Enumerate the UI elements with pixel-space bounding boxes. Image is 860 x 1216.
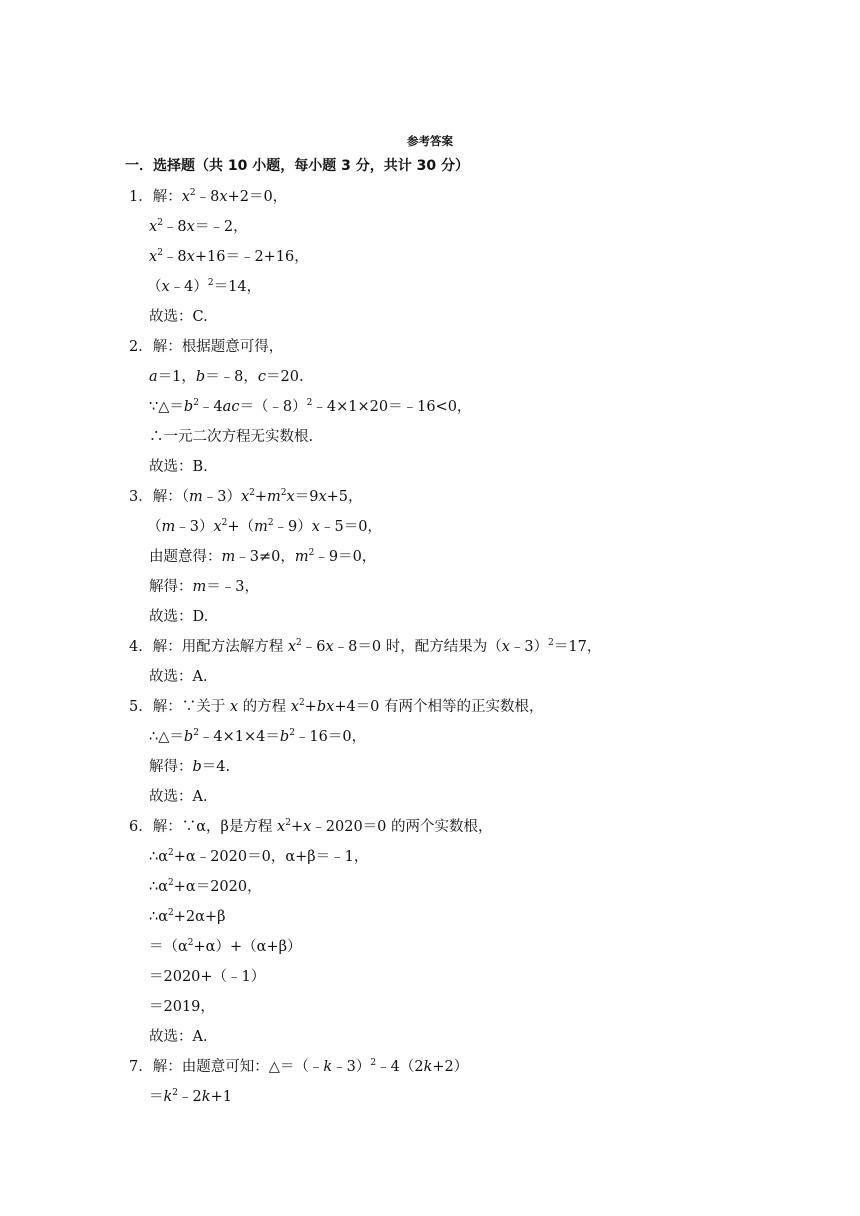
problem-3-line-2: $(m﹣3)x^2+(m^2﹣9)x﹣5=0$， — [147, 518, 382, 535]
problem-6-answer: 故选：A. — [149, 1029, 208, 1045]
problem-6-line-2: $\therefore\alpha^2+\alpha﹣2020=0$，α+β＝﹣1， — [149, 848, 369, 865]
problem-4-line-1: 4．解：用配方法解方程 $x^2﹣6x﹣8=0$ 时，配方结果为（x﹣3）$^2$＝17， — [129, 638, 602, 655]
problem-3-line-1: 3．解：$(m﹣3)x^2+m^2x=9x+5$， — [129, 488, 363, 505]
problem-5-answer: 故选：A. — [149, 789, 208, 805]
problem-7-line-2: $=k^2﹣2k+1$ — [149, 1088, 232, 1105]
problem-6-line-7: ＝2019， — [149, 999, 215, 1015]
problem-3-answer: 故选：D. — [149, 609, 209, 625]
problem-5-line-2: $\therefore\triangle=b^2﹣4\times 1\times 4=b^2﹣16=0$， — [149, 728, 367, 745]
page-title: 参考答案 — [407, 134, 453, 148]
problem-5-line-1: 5．解：∵关于 x 的方程 $x^2+bx+4=0$ 有两个相等的正实数根， — [129, 698, 544, 715]
problem-2-answer: 故选：B. — [149, 459, 208, 475]
problem-2-line-2: a＝1，b＝﹣8，c＝20. — [149, 369, 304, 385]
problem-3-line-4: 解得：m＝﹣3， — [149, 579, 259, 595]
problem-5-line-3: 解得：b＝4. — [149, 759, 231, 775]
problem-1-line-3: $x^2﹣8x+16=﹣2+16$， — [149, 248, 309, 265]
problem-6-line-1: 6．解：∵α，β是方程 $x^2+x﹣2020=0$ 的两个实数根， — [129, 818, 493, 835]
problem-3-line-3: 由题意得：m﹣3≠0，$m^2﹣9=0$， — [149, 548, 377, 565]
problem-1-line-1: 1．解：$x^2﹣8x+2=0$， — [129, 188, 288, 205]
problem-6-line-6: ＝2020+（﹣1） — [149, 969, 266, 985]
problem-4-answer: 故选：A. — [149, 669, 208, 685]
problem-6-line-5: $=(\alpha^2+\alpha)+(\alpha+\beta)$ — [149, 938, 302, 955]
problem-6-line-4: $\therefore\alpha^2+2\alpha+\beta$ — [149, 908, 226, 925]
problem-1-line-2: $x^2﹣8x=﹣2$， — [149, 218, 248, 235]
problem-2-line-4: ∴一元二次方程无实数根. — [149, 429, 314, 445]
problem-1-line-4: （x﹣4）$^2$＝14， — [147, 278, 262, 295]
problem-6-line-3: $\therefore\alpha^2+\alpha=2020$， — [149, 878, 262, 895]
problem-1-answer: 故选：C. — [149, 309, 208, 325]
problem-7-line-1: 7．解：由题意可知：△＝（﹣k﹣3）$^2$﹣4（2k+2） — [129, 1058, 469, 1075]
problem-2-line-1: 2．解：根据题意可得， — [129, 339, 284, 355]
problem-2-line-3: $\because\triangle=b^2﹣4ac=(﹣8)^2﹣4\times 1\times 20=﹣16<0$， — [149, 398, 472, 415]
section-heading: 一．选择题（共 10 小题，每小题 3 分，共计 30 分） — [125, 158, 469, 174]
